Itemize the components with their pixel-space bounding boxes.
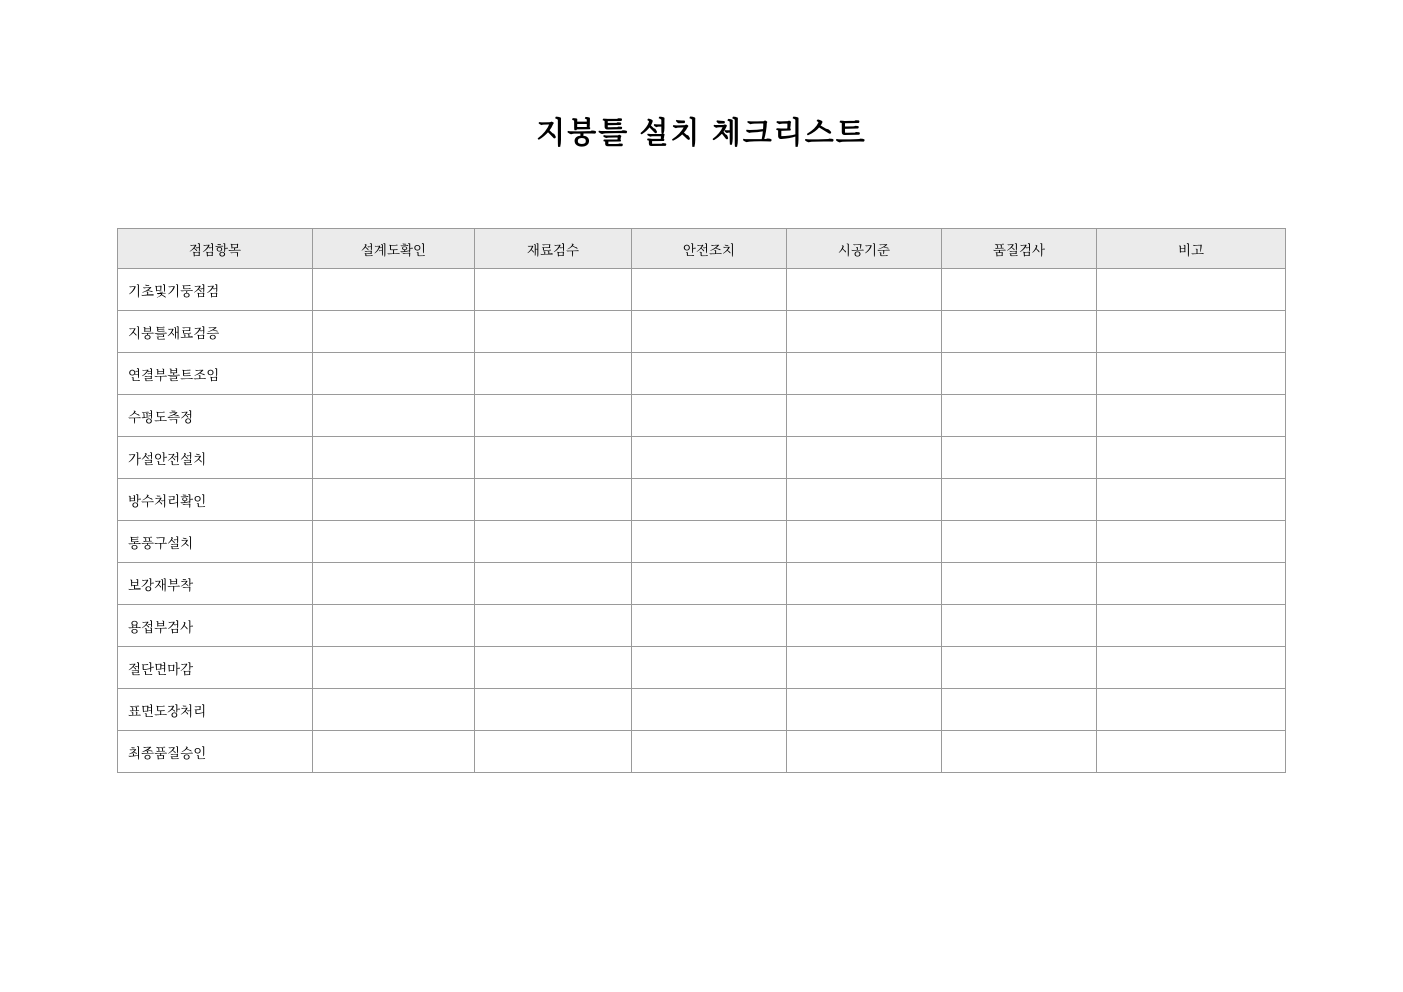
table-body xyxy=(118,269,1286,773)
cell-standard[interactable] xyxy=(787,269,942,311)
cell-quality[interactable] xyxy=(942,479,1097,521)
cell-design[interactable] xyxy=(313,437,475,479)
cell-quality[interactable] xyxy=(942,311,1097,353)
cell-quality[interactable] xyxy=(942,605,1097,647)
cell-remarks[interactable] xyxy=(1097,605,1286,647)
cell-standard[interactable] xyxy=(787,605,942,647)
table-row xyxy=(118,521,1286,563)
cell-remarks[interactable] xyxy=(1097,353,1286,395)
cell-standard[interactable] xyxy=(787,731,942,773)
cell-design[interactable] xyxy=(313,353,475,395)
page-title: 지붕틀 설치 체크리스트 xyxy=(536,117,867,150)
row-item-label: 수평도측정 xyxy=(118,395,313,437)
cell-material[interactable] xyxy=(475,647,632,689)
cell-design[interactable] xyxy=(313,731,475,773)
row-item-label: 절단면마감 xyxy=(118,647,313,689)
row-item-label: 최종품질승인 xyxy=(118,731,313,773)
cell-standard[interactable] xyxy=(787,437,942,479)
cell-design[interactable] xyxy=(313,647,475,689)
cell-material[interactable] xyxy=(475,311,632,353)
cell-safety[interactable] xyxy=(632,731,787,773)
cell-design[interactable] xyxy=(313,521,475,563)
row-item-label: 방수처리확인 xyxy=(118,479,313,521)
cell-remarks[interactable] xyxy=(1097,437,1286,479)
cell-remarks[interactable] xyxy=(1097,731,1286,773)
cell-design[interactable] xyxy=(313,605,475,647)
cell-quality[interactable] xyxy=(942,353,1097,395)
column-header-quality: 품질검사 xyxy=(942,229,1097,269)
cell-standard[interactable] xyxy=(787,521,942,563)
table-header-row xyxy=(118,229,1286,269)
cell-standard[interactable] xyxy=(787,689,942,731)
table-row xyxy=(118,311,1286,353)
row-item-label: 가설안전설치 xyxy=(118,437,313,479)
cell-material[interactable] xyxy=(475,437,632,479)
cell-material[interactable] xyxy=(475,353,632,395)
column-header-item: 점검항목 xyxy=(118,229,313,269)
cell-standard[interactable] xyxy=(787,479,942,521)
cell-remarks[interactable] xyxy=(1097,269,1286,311)
cell-safety[interactable] xyxy=(632,479,787,521)
cell-quality[interactable] xyxy=(942,521,1097,563)
column-header-safety: 안전조치 xyxy=(632,229,787,269)
table-row xyxy=(118,563,1286,605)
cell-safety[interactable] xyxy=(632,269,787,311)
row-item-label: 연결부볼트조임 xyxy=(118,353,313,395)
column-header-design: 설계도확인 xyxy=(313,229,475,269)
cell-safety[interactable] xyxy=(632,689,787,731)
cell-safety[interactable] xyxy=(632,311,787,353)
cell-material[interactable] xyxy=(475,479,632,521)
table-row xyxy=(118,269,1286,311)
cell-remarks[interactable] xyxy=(1097,647,1286,689)
cell-design[interactable] xyxy=(313,269,475,311)
table-row xyxy=(118,731,1286,773)
cell-safety[interactable] xyxy=(632,437,787,479)
cell-material[interactable] xyxy=(475,395,632,437)
cell-safety[interactable] xyxy=(632,563,787,605)
cell-design[interactable] xyxy=(313,689,475,731)
cell-quality[interactable] xyxy=(942,689,1097,731)
row-item-label: 기초및기둥점검 xyxy=(118,269,313,311)
cell-safety[interactable] xyxy=(632,395,787,437)
cell-design[interactable] xyxy=(313,563,475,605)
cell-design[interactable] xyxy=(313,311,475,353)
column-header-standard: 시공기준 xyxy=(787,229,942,269)
checklist-table xyxy=(117,228,1286,773)
cell-design[interactable] xyxy=(313,395,475,437)
cell-material[interactable] xyxy=(475,689,632,731)
checklist-table-container xyxy=(117,228,1285,773)
cell-material[interactable] xyxy=(475,563,632,605)
cell-material[interactable] xyxy=(475,521,632,563)
column-header-material: 재료검수 xyxy=(475,229,632,269)
cell-remarks[interactable] xyxy=(1097,395,1286,437)
cell-safety[interactable] xyxy=(632,605,787,647)
cell-remarks[interactable] xyxy=(1097,521,1286,563)
table-row xyxy=(118,647,1286,689)
table-row xyxy=(118,395,1286,437)
cell-safety[interactable] xyxy=(632,353,787,395)
table-header xyxy=(118,229,1286,269)
cell-remarks[interactable] xyxy=(1097,479,1286,521)
cell-material[interactable] xyxy=(475,731,632,773)
cell-remarks[interactable] xyxy=(1097,311,1286,353)
row-item-label: 용접부검사 xyxy=(118,605,313,647)
table-row xyxy=(118,689,1286,731)
cell-standard[interactable] xyxy=(787,647,942,689)
cell-quality[interactable] xyxy=(942,563,1097,605)
cell-quality[interactable] xyxy=(942,437,1097,479)
cell-material[interactable] xyxy=(475,605,632,647)
cell-quality[interactable] xyxy=(942,731,1097,773)
table-row xyxy=(118,479,1286,521)
cell-remarks[interactable] xyxy=(1097,689,1286,731)
table-row xyxy=(118,437,1286,479)
cell-quality[interactable] xyxy=(942,269,1097,311)
cell-standard[interactable] xyxy=(787,563,942,605)
cell-standard[interactable] xyxy=(787,353,942,395)
row-item-label: 보강재부착 xyxy=(118,563,313,605)
cell-material[interactable] xyxy=(475,269,632,311)
column-header-remarks: 비고 xyxy=(1097,229,1286,269)
cell-remarks[interactable] xyxy=(1097,563,1286,605)
cell-standard[interactable] xyxy=(787,395,942,437)
row-item-label: 표면도장처리 xyxy=(118,689,313,731)
cell-safety[interactable] xyxy=(632,647,787,689)
cell-safety[interactable] xyxy=(632,521,787,563)
cell-quality[interactable] xyxy=(942,395,1097,437)
cell-design[interactable] xyxy=(313,479,475,521)
cell-standard[interactable] xyxy=(787,311,942,353)
table-row xyxy=(118,353,1286,395)
row-item-label: 통풍구설치 xyxy=(118,521,313,563)
row-item-label: 지붕틀재료검증 xyxy=(118,311,313,353)
table-row xyxy=(118,605,1286,647)
cell-quality[interactable] xyxy=(942,647,1097,689)
